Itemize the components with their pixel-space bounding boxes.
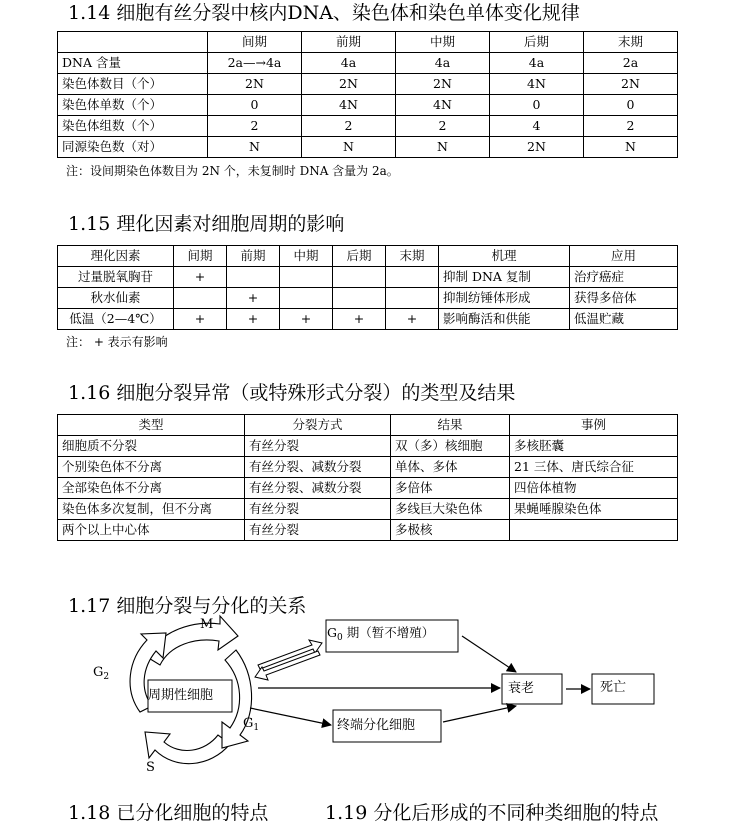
section-title-1-19: 1.19 分化后形成的不同种类细胞的特点 (325, 802, 659, 824)
table-cell: 两个以上中心体 (58, 520, 245, 541)
section-title-1-17: 1.17 细胞分裂与分化的关系 (68, 595, 307, 617)
section-title-1-18: 1.18 已分化细胞的特点 (68, 802, 269, 824)
table-cell: 有丝分裂 (245, 436, 391, 457)
column-header: 前期 (302, 32, 396, 53)
table-cell: + (386, 309, 439, 330)
column-header: 机理 (439, 246, 570, 267)
table-cell: 2a (584, 53, 678, 74)
table-cell: 同源染色数（对） (58, 137, 208, 158)
table-note-1-15: 注： + 表示有影响 (66, 335, 168, 349)
table-cell: 2 (584, 116, 678, 137)
table-cell: 4 (490, 116, 584, 137)
arrow-terminal-to-aging (443, 706, 516, 722)
section-title-1-14: 1.14 细胞有丝分裂中核内DNA、染色体和染色单体变化规律 (68, 2, 580, 24)
death-label: 死亡 (600, 680, 627, 695)
section-title-1-16: 1.16 细胞分裂异常（或特殊形式分裂）的类型及结果 (68, 382, 516, 404)
table-cell: 2N (208, 74, 302, 95)
table-cell: 染色体多次复制，但不分离 (58, 499, 245, 520)
arrow-cycle-to-terminal (250, 708, 331, 725)
table-cell: 4N (396, 95, 490, 116)
table-cell: 多极核 (391, 520, 510, 541)
section-title-1-15: 1.15 理化因素对细胞周期的影响 (68, 213, 345, 235)
table-cell: 有丝分裂 (245, 499, 391, 520)
column-header: 间期 (174, 246, 227, 267)
column-header: 理化因素 (58, 246, 174, 267)
table-cell: 有丝分裂 (245, 520, 391, 541)
column-header: 事例 (510, 415, 678, 436)
column-header: 应用 (570, 246, 678, 267)
table-cell: N (584, 137, 678, 158)
table-cell: 获得多倍体 (570, 288, 678, 309)
table-cell: 2 (208, 116, 302, 137)
table-cell: 2N (396, 74, 490, 95)
table-cell: 4a (396, 53, 490, 74)
table-cell: 2 (302, 116, 396, 137)
table-cell: 4N (490, 74, 584, 95)
table-cell: 四倍体植物 (510, 478, 678, 499)
g0-label: $G_0$ 期（暂不增殖） (327, 625, 435, 643)
table-cell: + (333, 309, 386, 330)
table-cell: 2N (302, 74, 396, 95)
column-header: 末期 (584, 32, 678, 53)
aging-label: 衰老 (508, 681, 535, 696)
table-cell: N (302, 137, 396, 158)
cycle-arrow-bottom (145, 732, 230, 764)
table-cell: 个别染色体不分离 (58, 457, 245, 478)
table-cell: 单体、多体 (391, 457, 510, 478)
table-cell: 染色体数目（个） (58, 74, 208, 95)
table-cell: 抑制纺锤体形成 (439, 288, 570, 309)
table-cell: 2 (396, 116, 490, 137)
table-cell: 21 三体、唐氏综合征 (510, 457, 678, 478)
label-g1: $G_1$ (243, 716, 260, 733)
column-header: 结果 (391, 415, 510, 436)
terminal-cell-label: 终端分化细胞 (337, 718, 416, 733)
table-cell: 4N (302, 95, 396, 116)
table-cell: + (227, 288, 280, 309)
table-cell: + (280, 309, 333, 330)
arrow-g0-to-aging (462, 636, 516, 672)
cycle-cell-label: 周期性细胞 (148, 688, 214, 703)
table-cell: + (174, 309, 227, 330)
column-header: 中期 (396, 32, 490, 53)
table-cell: 2N (490, 137, 584, 158)
table-cell: 2a—→4a (208, 53, 302, 74)
table-cell: 过量脱氧胸苷 (58, 267, 174, 288)
table-cell: 双（多）核细胞 (391, 436, 510, 457)
table-cell: DNA 含量 (58, 53, 208, 74)
table-cell: 多线巨大染色体 (391, 499, 510, 520)
table-cell: 2N (584, 74, 678, 95)
table-cell: 全部染色体不分离 (58, 478, 245, 499)
column-header: 后期 (333, 246, 386, 267)
table-cell: N (208, 137, 302, 158)
table-cell: 0 (490, 95, 584, 116)
table-cell: 染色体单数（个） (58, 95, 208, 116)
column-header: 中期 (280, 246, 333, 267)
table-cell: 果蝇唾腺染色体 (510, 499, 678, 520)
column-header: 间期 (208, 32, 302, 53)
table-cell: 细胞质不分裂 (58, 436, 245, 457)
table-cell: 抑制 DNA 复制 (439, 267, 570, 288)
table-cell: + (174, 267, 227, 288)
table-cell: 低温贮藏 (570, 309, 678, 330)
table-cell: 有丝分裂、减数分裂 (245, 457, 391, 478)
column-header: 类型 (58, 415, 245, 436)
label-m: M (200, 617, 214, 632)
label-s: S (146, 760, 155, 775)
table-cell: 0 (208, 95, 302, 116)
label-g2: $G_2$ (93, 665, 110, 682)
table-cell: 多核胚囊 (510, 436, 678, 457)
table-cell: 染色体组数（个） (58, 116, 208, 137)
column-header: 分裂方式 (245, 415, 391, 436)
column-header: 前期 (227, 246, 280, 267)
table-cell: 影响酶活和供能 (439, 309, 570, 330)
g0-double-arrow (255, 640, 322, 680)
column-header: 后期 (490, 32, 584, 53)
table-note-1-14: 注：设间期染色体数目为 2N 个，未复制时 DNA 含量为 2a。 (66, 164, 399, 178)
table-cell: 秋水仙素 (58, 288, 174, 309)
table-cell: 4a (490, 53, 584, 74)
table-cell: 0 (584, 95, 678, 116)
column-header: 末期 (386, 246, 439, 267)
table-cell: 4a (302, 53, 396, 74)
table-cell: N (396, 137, 490, 158)
table-cell: 治疗癌症 (570, 267, 678, 288)
table-cell: 低温（2—4℃） (58, 309, 174, 330)
table-cell: 有丝分裂、减数分裂 (245, 478, 391, 499)
table-cell: 多倍体 (391, 478, 510, 499)
table-cell: + (227, 309, 280, 330)
